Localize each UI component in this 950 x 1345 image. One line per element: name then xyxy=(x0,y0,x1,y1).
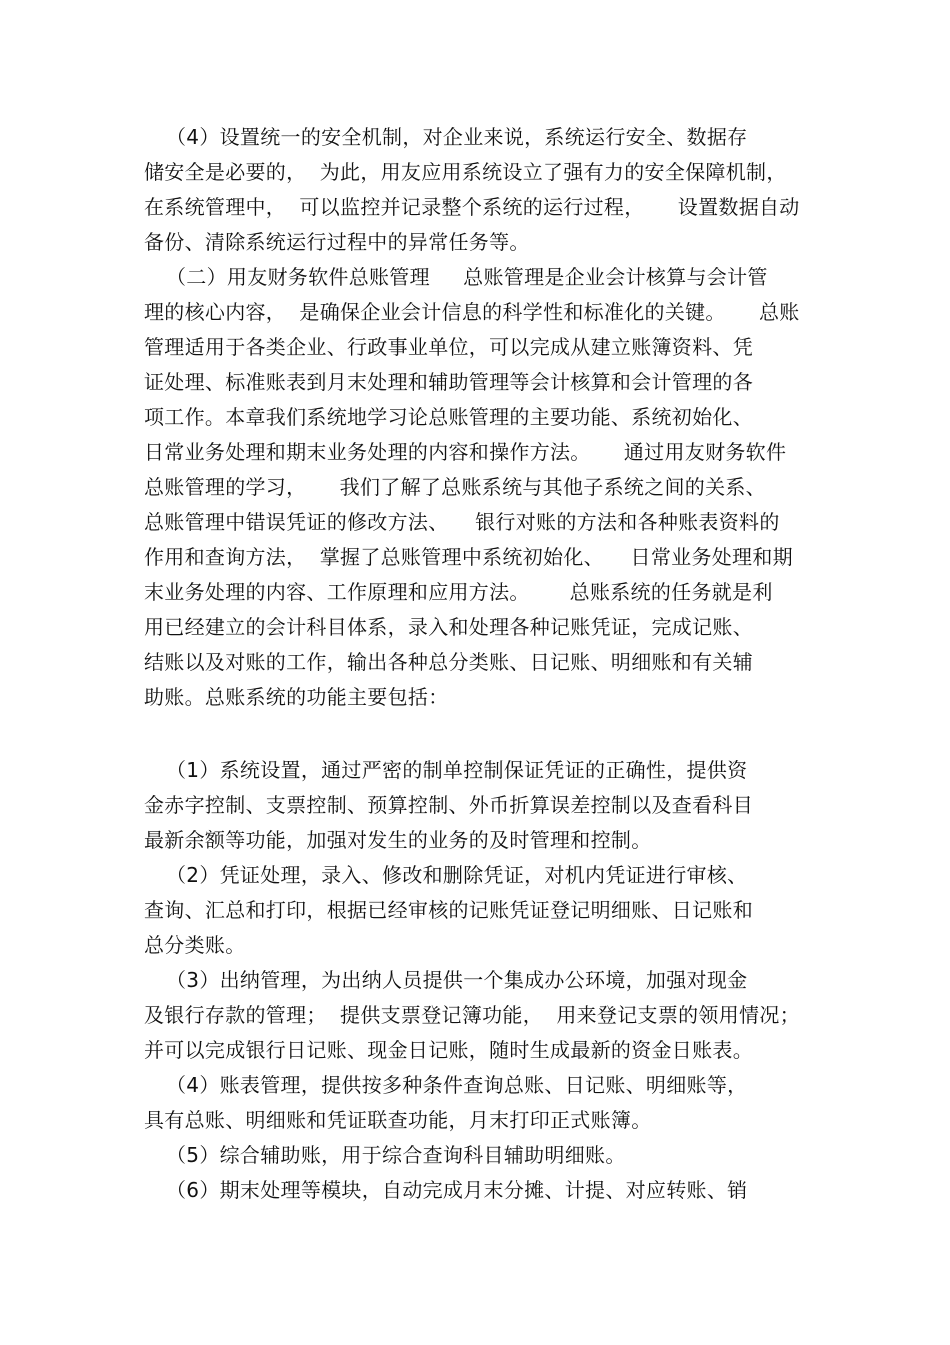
text-line: 作用和查询方法， 掌握了总账管理中系统初始化、 日常业务处理和期 xyxy=(144,545,793,569)
text-line: 及银行存款的管理； 提供支票登记簿功能， 用来登记支票的领用情况； xyxy=(144,1003,800,1027)
text-line: 具有总账、明细账和凭证联查功能，月末打印正式账簿。 xyxy=(144,1108,652,1132)
text-line: 项工作。本章我们系统地学习论总账管理的主要功能、系统初始化、 xyxy=(144,405,753,429)
text-line: 结账以及对账的工作，输出各种总分类账、日记账、明细账和有关辅 xyxy=(144,650,753,674)
text-line: 在系统管理中， 可以监控并记录整个系统的运行过程， 设置数据自动 xyxy=(144,195,800,219)
text-line: 金赤字控制、支票控制、预算控制、外币折算误差控制以及查看科目 xyxy=(144,793,753,817)
list-item-line: （4）账表管理，提供按多种条件查询总账、日记账、明细账等， xyxy=(166,1073,748,1097)
text-line: 末业务处理的内容、工作原理和应用方法。 总账系统的任务就是利 xyxy=(144,580,773,604)
list-item-line: （1）系统设置，通过严密的制单控制保证凭证的正确性，提供资 xyxy=(166,758,748,782)
text-line: 助账。总账系统的功能主要包括： xyxy=(144,685,449,709)
list-item-line: （3）出纳管理，为出纳人员提供一个集成办公环境，加强对现金 xyxy=(166,968,748,992)
text-line: 总分类账。 xyxy=(144,933,246,957)
section-heading-line: （二）用友财务软件总账管理 总账管理是企业会计核算与会计管 xyxy=(166,265,768,289)
text-line: 管理适用于各类企业、行政事业单位，可以完成从建立账簿资料、凭 xyxy=(144,335,753,359)
text-line: 备份、清除系统运行过程中的异常任务等。 xyxy=(144,230,530,254)
text-line: 储安全是必要的， 为此，用友应用系统设立了强有力的安全保障机制， xyxy=(144,160,787,184)
text-line: 并可以完成银行日记账、现金日记账，随时生成最新的资金日账表。 xyxy=(144,1038,753,1062)
text-line: 总账管理中错误凭证的修改方法、 银行对账的方法和各种账表资料的 xyxy=(144,510,780,534)
text-line: 日常业务处理和期末业务处理的内容和操作方法。 通过用友财务软件 xyxy=(144,440,787,464)
list-item-line: （5）综合辅助账，用于综合查询科目辅助明细账。 xyxy=(166,1143,626,1167)
text-line: （4）设置统一的安全机制，对企业来说，系统运行安全、数据存 xyxy=(166,125,748,149)
list-item-line: （6）期末处理等模块，自动完成月末分摊、计提、对应转账、销 xyxy=(166,1178,748,1202)
text-line: 理的核心内容， 是确保企业会计信息的科学性和标准化的关键。 总账 xyxy=(144,300,800,324)
text-line: 证处理、标准账表到月末处理和辅助管理等会计核算和会计管理的各 xyxy=(144,370,753,394)
list-item-line: （2）凭证处理，录入、修改和删除凭证，对机内凭证进行审核、 xyxy=(166,863,748,887)
text-line: 总账管理的学习， 我们了解了总账系统与其他子系统之间的关系、 xyxy=(144,475,766,499)
text-line: 查询、汇总和打印，根据已经审核的记账凭证登记明细账、日记账和 xyxy=(144,898,753,922)
text-line: 用已经建立的会计科目体系，录入和处理各种记账凭证，完成记账、 xyxy=(144,615,753,639)
text-line: 最新余额等功能，加强对发生的业务的及时管理和控制。 xyxy=(144,828,652,852)
